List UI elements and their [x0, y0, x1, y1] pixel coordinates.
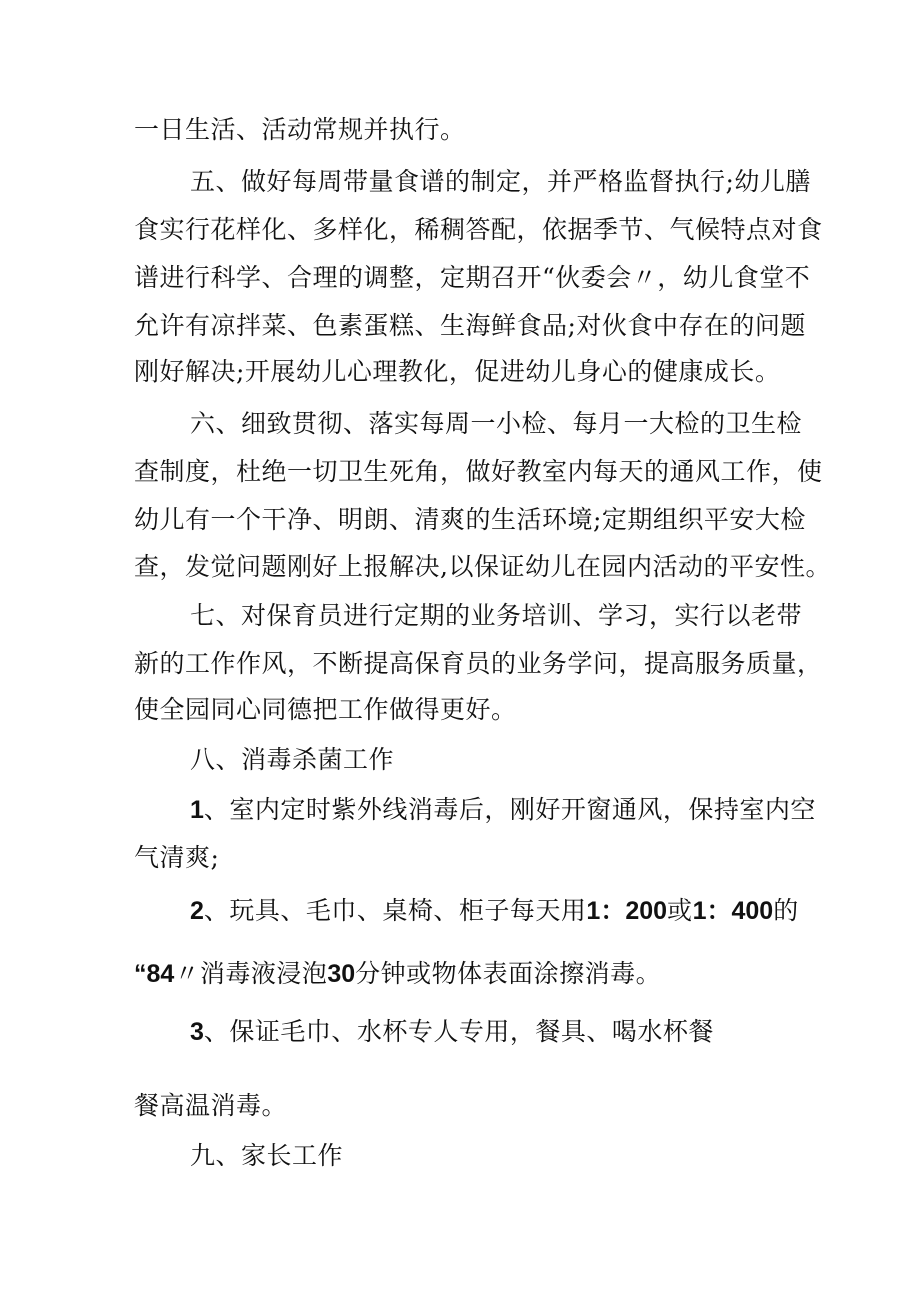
ratio-value: 1：400 [692, 897, 774, 925]
list-number: 3 [190, 1018, 204, 1046]
list-item-text: 、室内定时紫外线消毒后，刚好开窗通风，保持室内空 [203, 795, 816, 824]
paragraph-line: 刚好解决;开展幼儿心理教化，促进幼儿身心的健康成长。 [134, 357, 781, 386]
paragraph-line: 查，发觉问题刚好上报解决,以保证幼儿在园内活动的平安性。 [134, 552, 831, 581]
minutes-value: 30 [327, 960, 356, 988]
list-item-1 [190, 794, 816, 826]
list-item-text: 、玩具、毛巾、桌椅、柜子每天用 [203, 896, 587, 925]
section-heading-5: 五、做好每周带量食谱的制定，并严格监督执行;幼儿膳 [190, 167, 811, 196]
list-item-2 [190, 895, 799, 927]
section-heading-9: 九、家长工作 [190, 1141, 344, 1170]
section-heading-7: 七、对保育员进行定期的业务培训、学习，实行以老带 [190, 601, 803, 630]
paragraph-line: 气清爽; [134, 843, 220, 872]
paragraph-line: 幼儿有一个干净、明朗、清爽的生活环境;定期组织平安大检 [134, 505, 806, 534]
list-number: 2 [190, 897, 204, 925]
paragraph-line: 食实行花样化、多样化，稀稠答配，依据季节、气候特点对食 [134, 215, 823, 244]
list-item-3 [190, 1016, 714, 1048]
paragraph-line: 一日生活、活动常规并执行。 [134, 115, 466, 144]
paragraph-line [134, 958, 661, 990]
list-item-text: 、保证毛巾、水杯专人专用，餐具、喝水杯餐 [203, 1017, 714, 1046]
list-number: 1 [190, 796, 204, 824]
paragraph-line: 查制度，杜绝一切卫生死角，做好教室内每天的通风工作，使 [134, 457, 823, 486]
paragraph-line: 使全园同心同德把工作做得更好。 [134, 695, 517, 724]
paragraph-line: 餐高温消毒。 [134, 1091, 288, 1120]
ratio-value: 1：200 [586, 897, 668, 925]
list-item-text: 分钟或物体表面涂擦消毒。 [355, 959, 662, 988]
list-item-text: 或 [667, 896, 693, 925]
section-heading-6: 六、细致贯彻、落实每周一小检、每月一大检的卫生检 [190, 409, 803, 438]
section-heading-8: 八、消毒杀菌工作 [190, 745, 395, 774]
paragraph-line: 允许有凉拌菜、色素蛋糕、生海鲜食品;对伙食中存在的问题 [134, 311, 806, 340]
quote-number: “84 [134, 960, 175, 988]
paragraph-line: 新的工作作风，不断提高保育员的业务学问，提高服务质量， [134, 649, 823, 678]
paragraph-line: 谱进行科学、合理的调整，定期召开“伙委会〃，幼儿食堂不 [134, 263, 811, 292]
list-item-text: 〃消毒液浸泡 [174, 959, 328, 988]
list-item-text: 的 [773, 896, 799, 925]
